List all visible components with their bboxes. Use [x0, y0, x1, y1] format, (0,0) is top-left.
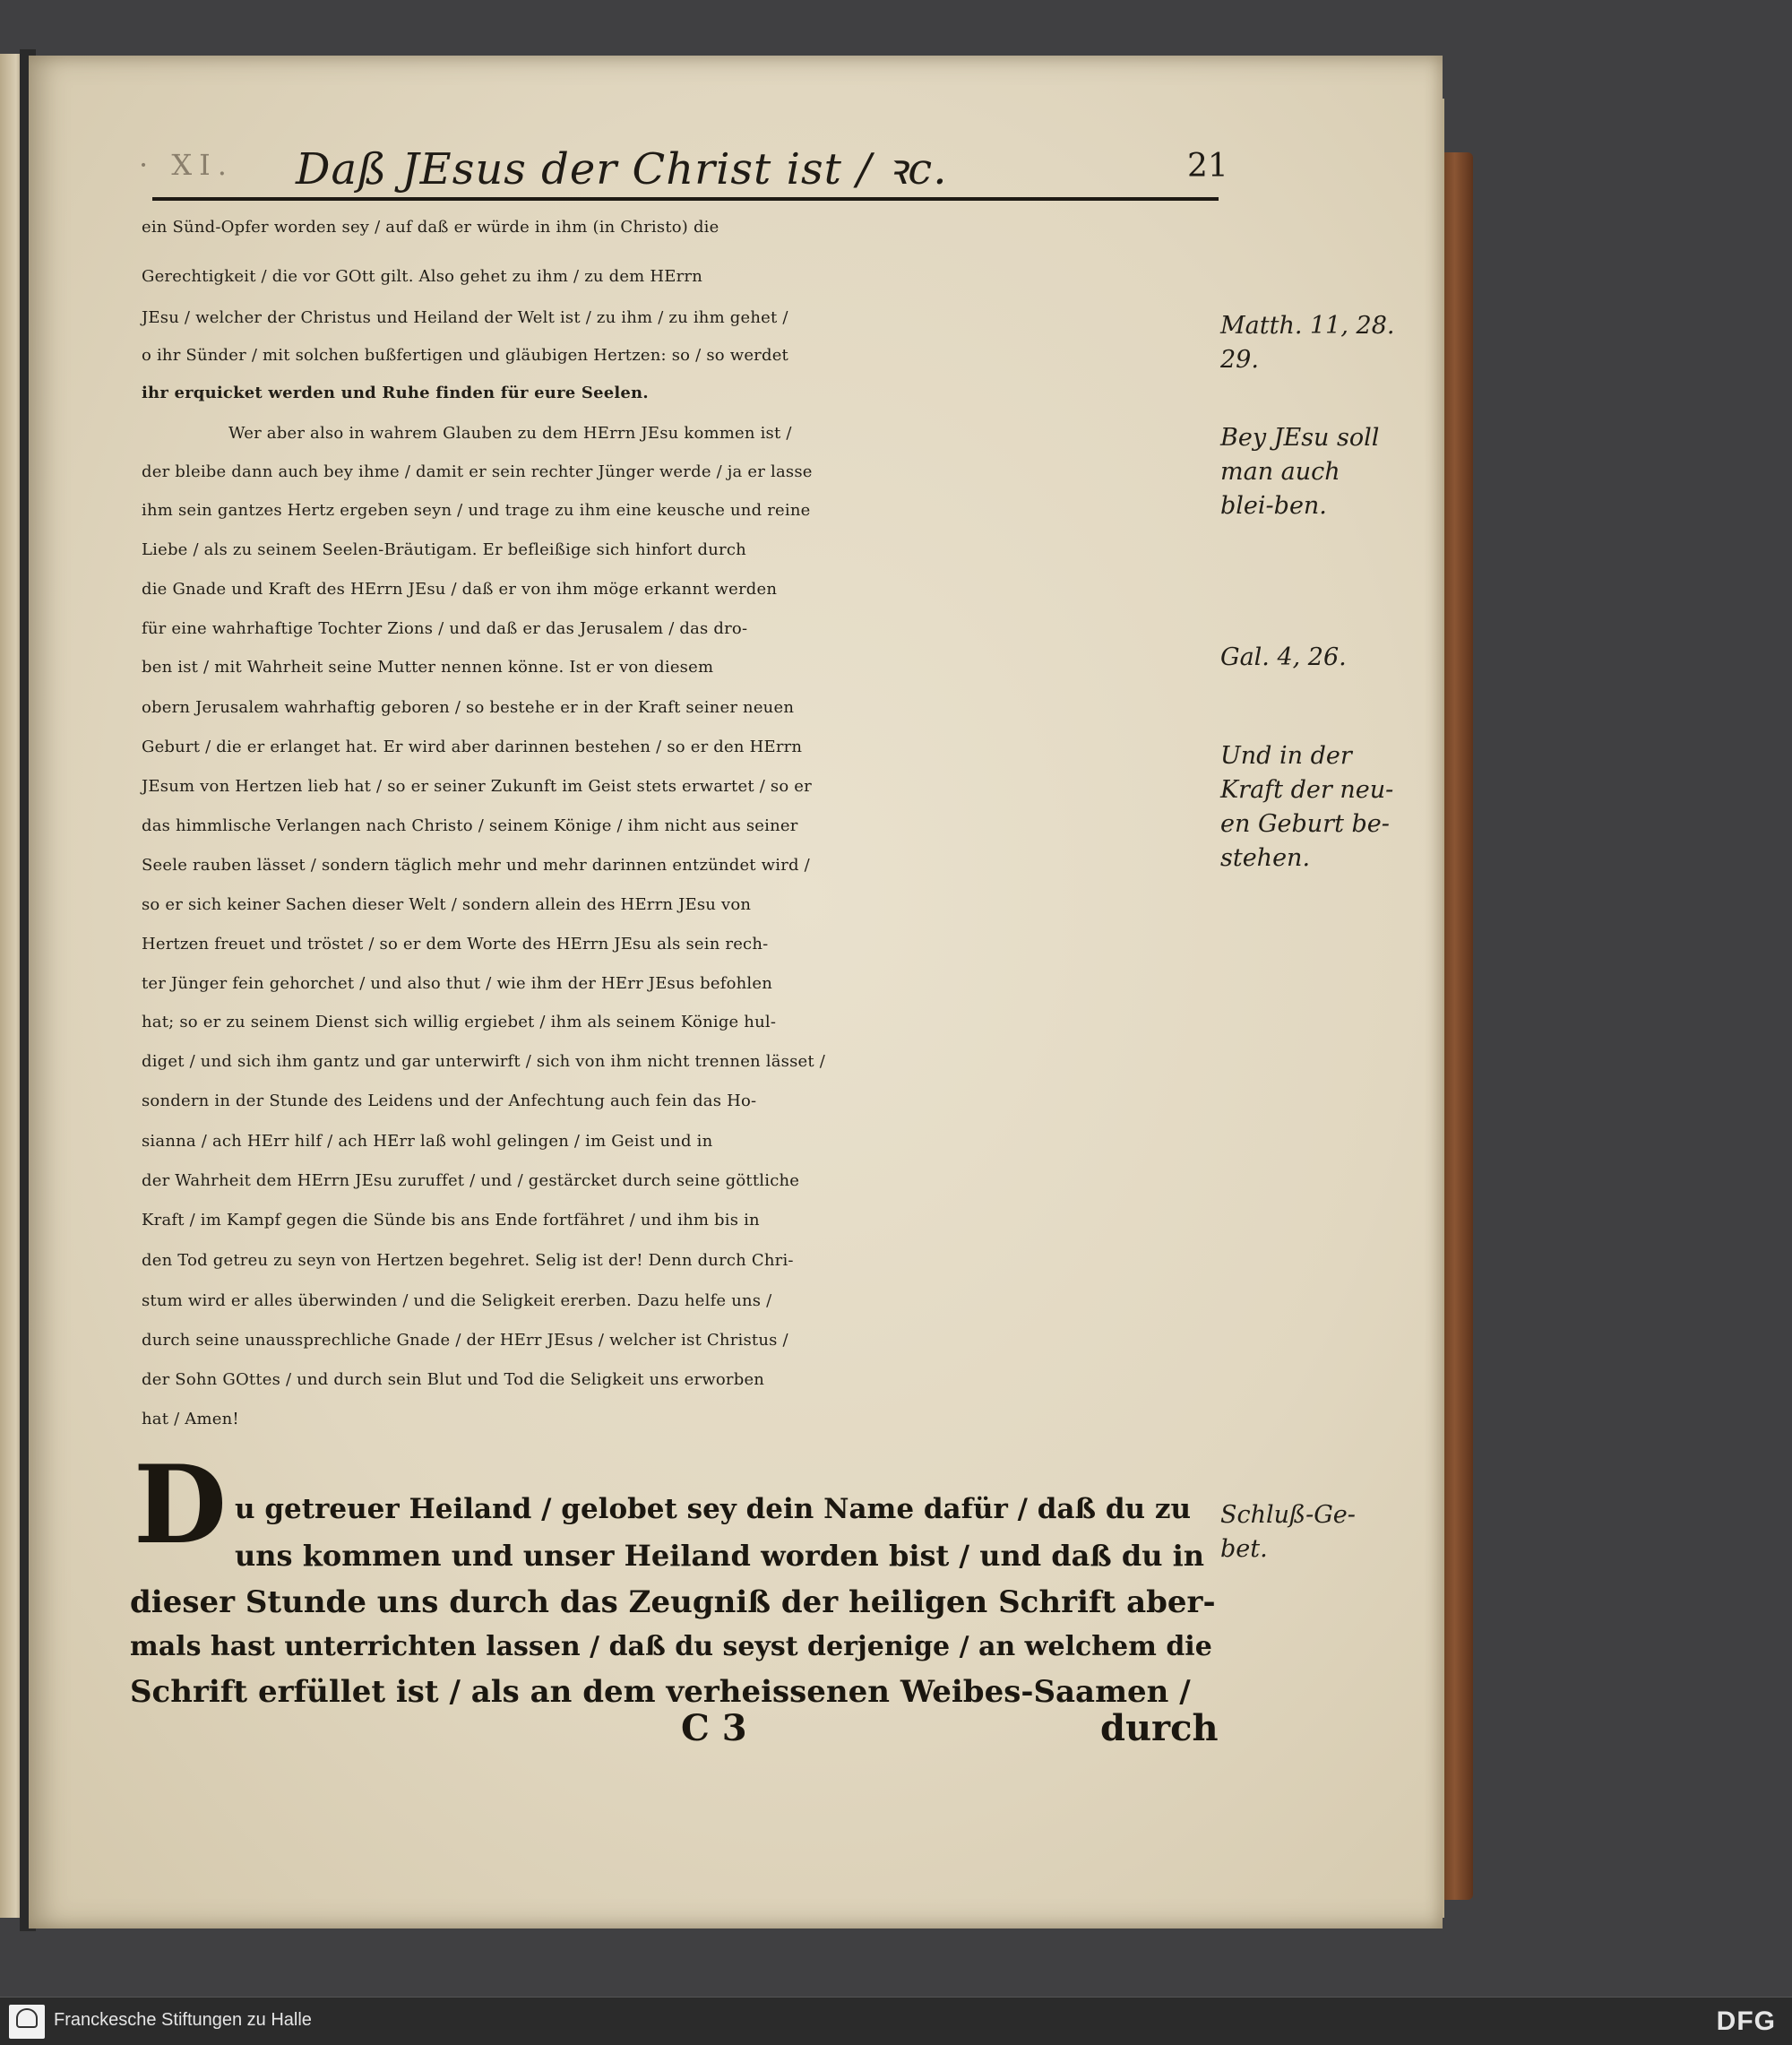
text-line: Wer aber also in wahrem Glauben zu dem HErrn JEsu kommen ist /	[228, 424, 792, 443]
running-head-title: Daß JEsus der Christ ist / ꝛc.	[296, 144, 948, 194]
dfg-logo[interactable]: DFG	[1716, 2006, 1776, 2036]
book-cover-edge	[1443, 152, 1473, 1900]
margin-note-neue-geburt: Und in der Kraft der neu-en Geburt be-stehen.	[1220, 742, 1394, 872]
page-number: 21	[1187, 148, 1228, 185]
text-line: den Tod getreu zu seyn von Hertzen begehret. Selig ist der! Denn durch Chri-	[142, 1251, 794, 1270]
text-line: o ihr Sünder / mit solchen bußfertigen und gläubigen Hertzen: so / so werdet	[142, 346, 788, 365]
prayer-line: mals hast unterrichten lassen / daß du seyst derjenige / an welchem die	[130, 1631, 1212, 1662]
logo-mark	[16, 2008, 38, 2028]
text-line: ihm sein gantzes Hertz ergeben seyn / und trage zu ihm eine keusche und reine	[142, 501, 811, 520]
text-line: der Wahrheit dem HErrn JEsu zuruffet / und / gestärcket durch seine göttliche	[142, 1171, 800, 1190]
institution-name[interactable]: Franckesche Stiftungen zu Halle	[54, 2010, 312, 2030]
signature-mark: C 3	[681, 1707, 747, 1749]
text-line: Seele rauben lässet / sondern täglich mehr und mehr darinnen entzündet wird /	[142, 856, 810, 875]
institution-logo-icon[interactable]	[9, 2005, 45, 2039]
text-line: der Sohn GOttes / und durch sein Blut und Tod die Seligkeit uns erworben	[142, 1370, 765, 1389]
catchword: durch	[1100, 1707, 1219, 1749]
running-head-ornament: · XI.	[139, 148, 234, 182]
footer-bar	[0, 1997, 1792, 2045]
prayer-line: Schrift erfüllet ist / als an dem verheissenen Weibes-Saamen /	[130, 1674, 1191, 1710]
text-line: ihr erquicket werden und Ruhe finden für eure Seelen.	[142, 384, 649, 402]
text-line: das himmlische Verlangen nach Christo / seinem Könige / ihm nicht aus seiner	[142, 816, 798, 835]
margin-note-schluss-gebet: Schluß-Ge-bet.	[1220, 1501, 1356, 1563]
text-line: diget / und sich ihm gantz und gar unterwirft / sich von ihm nicht trennen lässet /	[142, 1052, 826, 1071]
text-line: für eine wahrhaftige Tochter Zions / und daß er das Jerusalem / das dro-	[142, 619, 748, 638]
text-line: Kraft / im Kampf gegen die Sünde bis ans Ende fortfähret / und ihm bis in	[142, 1211, 760, 1230]
margin-note-bey-jesu: Bey JEsu soll man auch blei-ben.	[1220, 424, 1380, 520]
drop-cap-initial: D	[133, 1442, 228, 1568]
text-line: ben ist / mit Wahrheit seine Mutter nennen könne. Ist er von diesem	[142, 658, 714, 677]
text-line: JEsum von Hertzen lieb hat / so er seiner Zukunft im Geist stets erwartet / so er	[142, 777, 812, 796]
margin-note-galatians: Gal. 4, 26.	[1220, 643, 1347, 671]
text-line: sianna / ach HErr hilf / ach HErr laß wohl gelingen / im Geist und in	[142, 1132, 713, 1151]
text-line: JEsu / welcher der Christus und Heiland der Welt ist / zu ihm / zu ihm gehet /	[142, 308, 788, 327]
text-line: Geburt / die er erlanget hat. Er wird aber darinnen bestehen / so er den HErrn	[142, 738, 803, 756]
text-line: ein Sünd-Opfer worden sey / auf daß er würde in ihm (in Christo) die	[142, 218, 719, 237]
prayer-line: dieser Stunde uns durch das Zeugniß der heiligen Schrift aber-	[130, 1584, 1216, 1620]
prayer-line: u getreuer Heiland / gelobet sey dein Name dafür / daß du zu	[235, 1493, 1191, 1525]
text-line: Hertzen freuet und tröstet / so er dem Worte des HErrn JEsu als sein rech-	[142, 935, 769, 953]
text-line: der bleibe dann auch bey ihme / damit er sein rechter Jünger werde / ja er lasse	[142, 462, 813, 481]
text-line: so er sich keiner Sachen dieser Welt / sondern allein des HErrn JEsu von	[142, 895, 752, 914]
text-line: ter Jünger fein gehorchet / und also thut / wie ihm der HErr JEsus befohlen	[142, 974, 773, 993]
text-line: obern Jerusalem wahrhaftig geboren / so bestehe er in der Kraft seiner neuen	[142, 698, 795, 717]
text-line: durch seine unaussprechliche Gnade / der HErr JEsus / welcher ist Christus /	[142, 1331, 788, 1350]
text-line: die Gnade und Kraft des HErrn JEsu / daß er von ihm möge erkannt werden	[142, 580, 778, 599]
text-line: stum wird er alles überwinden / und die Seligkeit ererben. Dazu helfe uns /	[142, 1291, 772, 1310]
prayer-line: uns kommen und unser Heiland worden bist / und daß du in	[235, 1539, 1205, 1573]
text-line: sondern in der Stunde des Leidens und der Anfechtung auch fein das Ho-	[142, 1092, 757, 1110]
text-line: Liebe / als zu seinem Seelen-Bräutigam. Er befleißige sich hinfort durch	[142, 540, 746, 559]
text-line: hat / Amen!	[142, 1410, 239, 1428]
text-line: hat; so er zu seinem Dienst sich willig ergiebet / ihm als seinem Könige hul-	[142, 1013, 777, 1031]
text-line: Gerechtigkeit / die vor GOtt gilt. Also gehet zu ihm / zu dem HErrn	[142, 267, 703, 286]
margin-note-matthew: Matth. 11, 28. 29.	[1220, 312, 1395, 374]
